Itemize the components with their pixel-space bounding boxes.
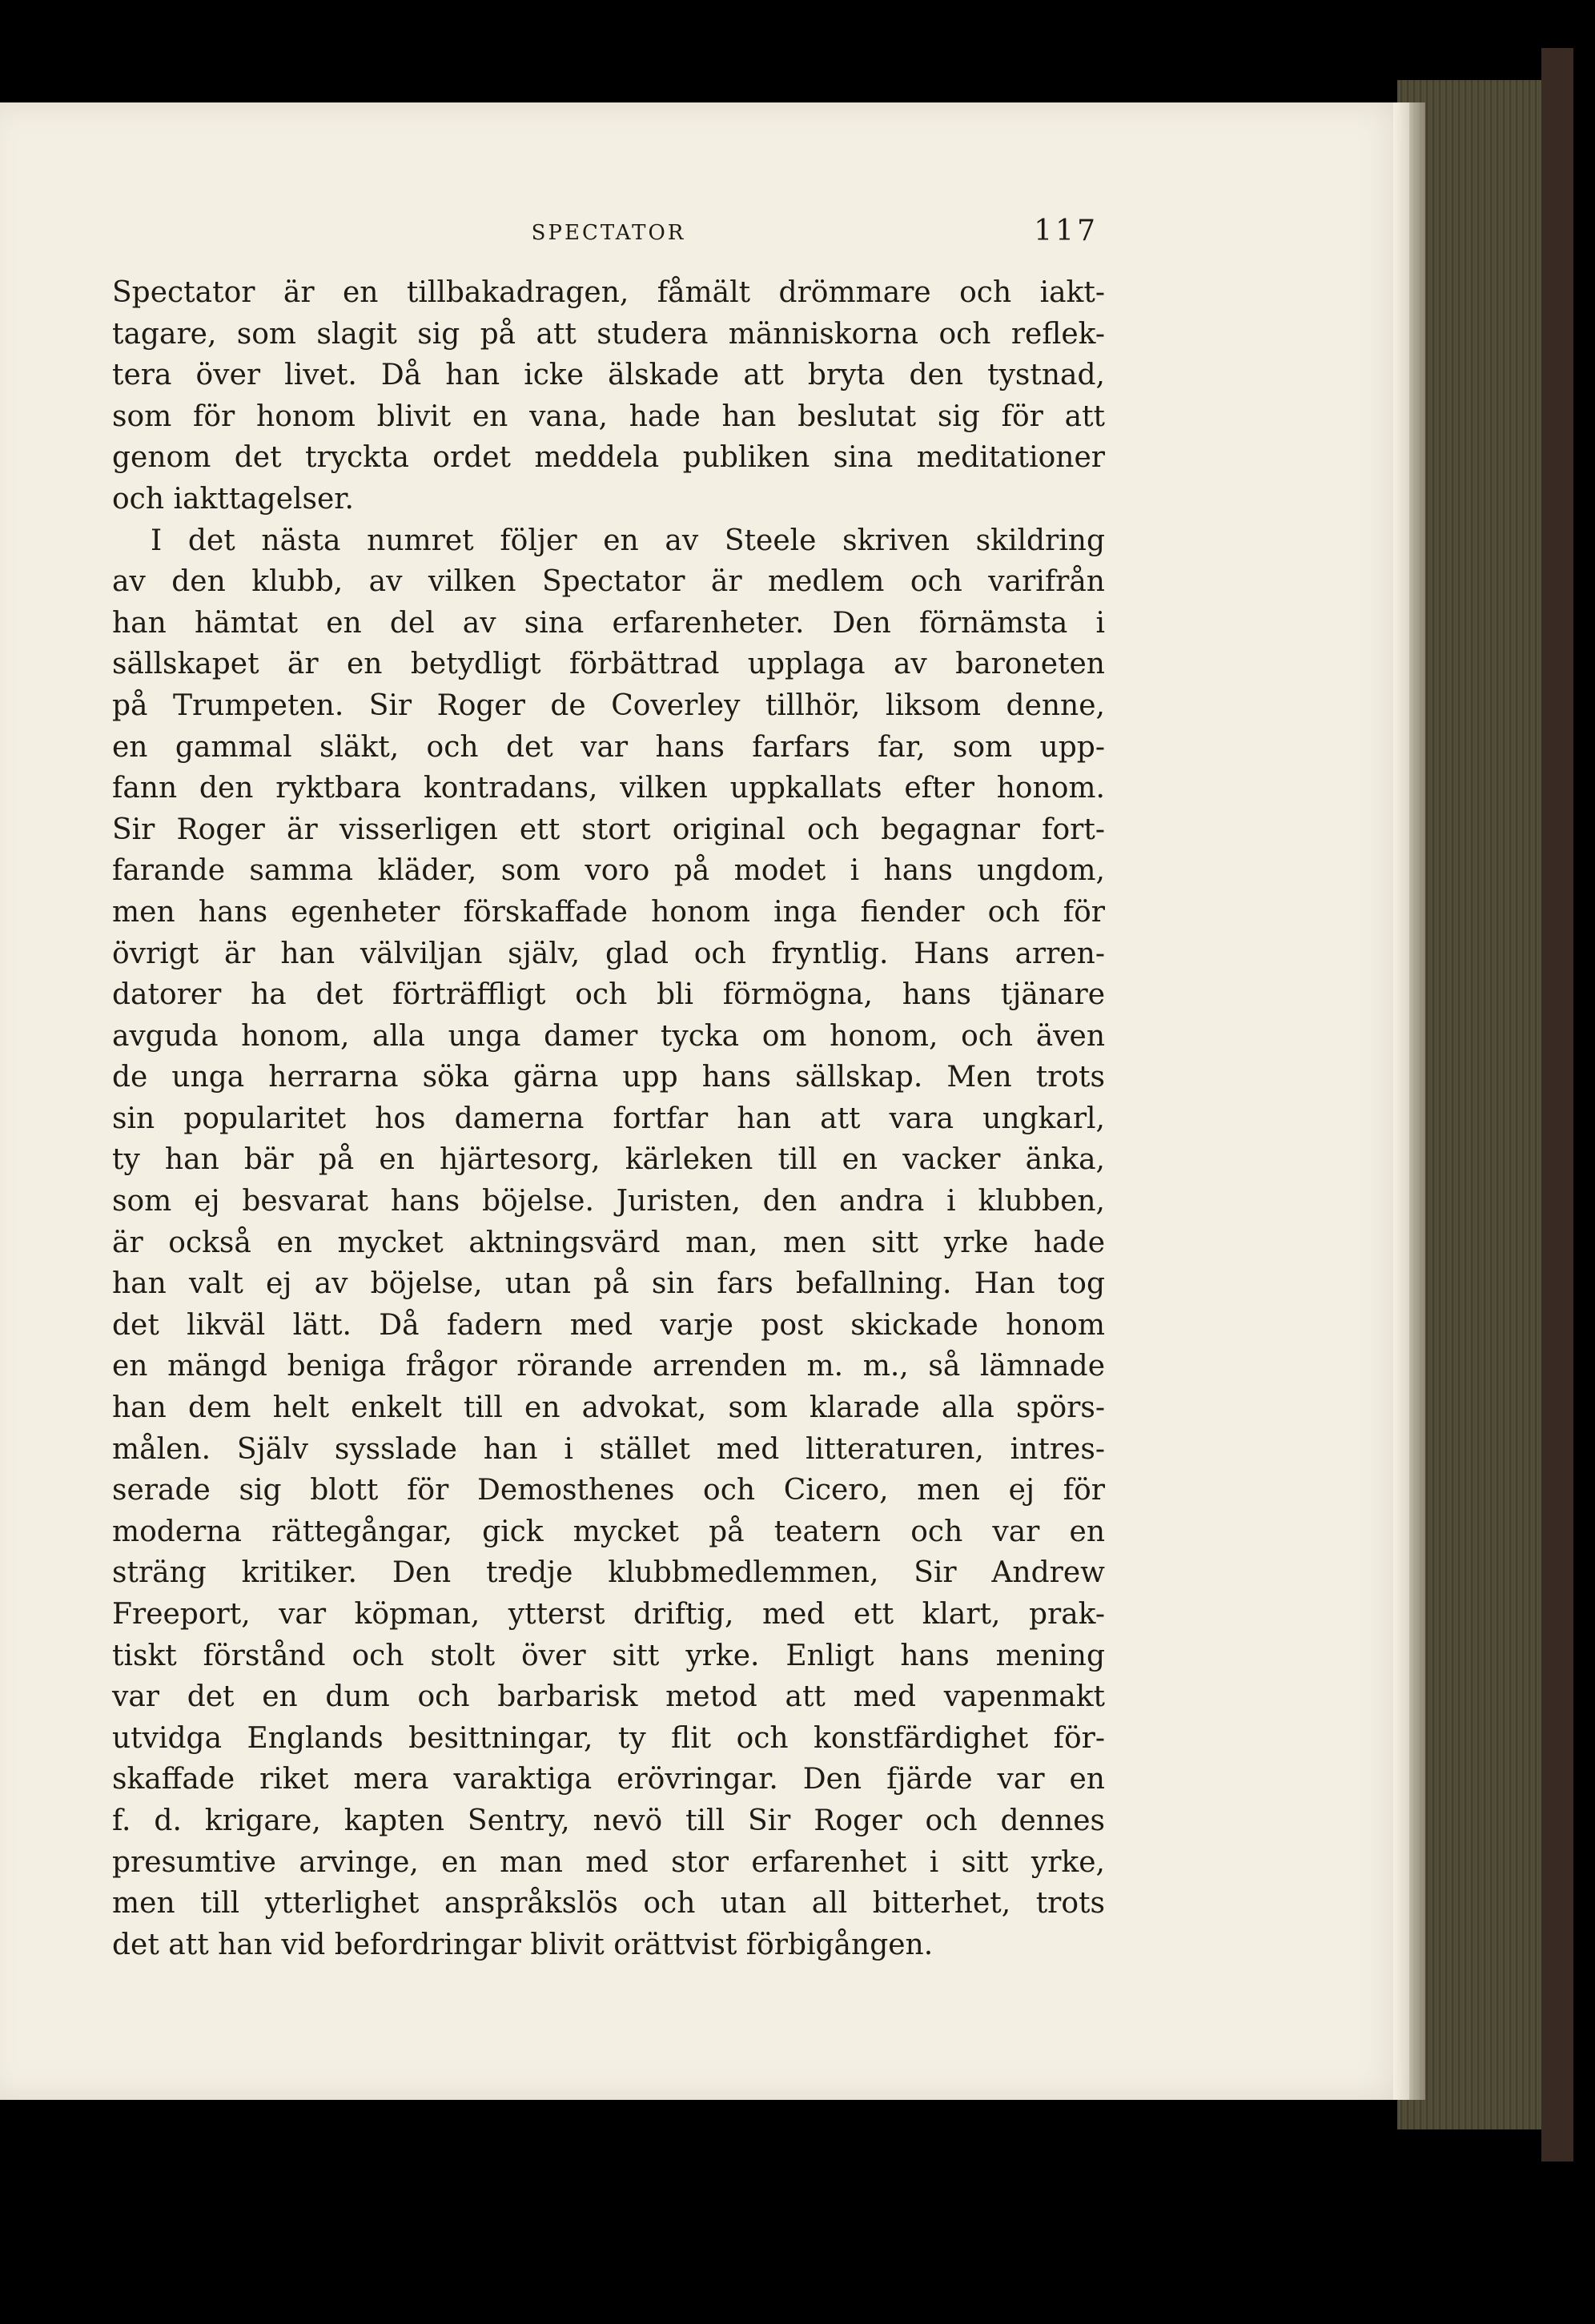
text-line: på Trumpeten. Sir Roger de Coverley tillhör, liksom denne,	[112, 688, 1105, 722]
text-line: Spectator är en tillbakadragen, fåmält drömmare och iakt-	[112, 276, 1105, 309]
text-line: datorer ha det förträffligt och bli förmögna, hans tjänare	[112, 978, 1105, 1012]
text-line: utvidga Englands besittningar, ty flit och konstfärdighet för-	[112, 1721, 1105, 1755]
text-line: I det nästa numret följer en av Steele skriven skildring	[151, 524, 1105, 557]
text-line: men till ytterlighet anspråkslös och utan all bitterhet, trots	[112, 1887, 1105, 1921]
text-line: han dem helt enkelt till en advokat, som klarade alla spörs-	[112, 1391, 1105, 1425]
book-cover	[1541, 48, 1573, 2161]
text-line: det att han vid befordringar blivit orättvist förbigången.	[112, 1928, 934, 1961]
text-line: en mängd beniga frågor rörande arrenden m. m., så lämnade	[112, 1350, 1105, 1383]
text-line: Sir Roger är visserligen ett stort original och begagnar fort-	[112, 813, 1105, 846]
text-line: avguda honom, alla unga damer tycka om honom, och även	[112, 1019, 1105, 1053]
text-line: han hämtat en del av sina erfarenheter. Den förnämsta i	[112, 606, 1105, 640]
text-line: sällskapet är en betydligt förbättrad upplaga av baroneten	[112, 648, 1105, 681]
text-line: som för honom blivit en vana, hade han beslutat sig för att	[112, 399, 1105, 433]
text-line: som ej besvarat hans böjelse. Juristen, den andra i klubben,	[112, 1185, 1105, 1218]
running-title: SPECTATOR	[531, 221, 686, 245]
text-line: genom det tryckta ordet meddela publiken sina meditationer	[112, 441, 1105, 475]
page-gutter-shadow	[1393, 102, 1425, 2100]
text-line: tiskt förstånd och stolt över sitt yrke. Enligt hans mening	[112, 1639, 1105, 1672]
text-line: Freeport, var köpman, ytterst driftig, med ett klart, prak-	[112, 1598, 1105, 1631]
text-line: tagare, som slagit sig på att studera människorna och reflek-	[112, 317, 1105, 351]
page-number: 117	[1034, 215, 1099, 247]
body-text	[112, 272, 1105, 1965]
text-line: men hans egenheter förskaffade honom inga fiender och för	[112, 895, 1105, 929]
text-line: de unga herrarna söka gärna upp hans sällskap. Men trots	[112, 1061, 1105, 1094]
text-line: det likväl lätt. Då fadern med varje post skickade honom	[112, 1308, 1105, 1342]
text-line: av den klubb, av vilken Spectator är medlem och varifrån	[112, 565, 1105, 599]
text-line: övrigt är han välviljan själv, glad och fryntlig. Hans arren-	[112, 937, 1105, 970]
text-line: f. d. krigare, kapten Sentry, nevö till Sir Roger och dennes	[112, 1804, 1105, 1837]
text-line: skaffade riket mera varaktiga erövringar. Den fjärde var en	[112, 1763, 1105, 1796]
text-line: fann den ryktbara kontradans, vilken uppkallats efter honom.	[112, 772, 1105, 805]
text-line: presumtive arvinge, en man med stor erfarenhet i sitt yrke,	[112, 1845, 1105, 1879]
text-line: sträng kritiker. Den tredje klubbmedlemmen, Sir Andrew	[112, 1556, 1105, 1590]
text-line: är också en mycket aktningsvärd man, men sitt yrke hade	[112, 1226, 1105, 1259]
text-line: tera över livet. Då han icke älskade att bryta den tystnad,	[112, 359, 1105, 392]
text-line: farande samma kläder, som voro på modet i hans ungdom,	[112, 854, 1105, 888]
text-line: och iakttagelser.	[112, 482, 354, 516]
text-line: sin popularitet hos damerna fortfar han att vara ungkarl,	[112, 1102, 1105, 1135]
text-line: han valt ej av böjelse, utan på sin fars befallning. Han tog	[112, 1267, 1105, 1301]
text-line: målen. Själv sysslade han i stället med litteraturen, intres-	[112, 1432, 1105, 1466]
text-line: var det en dum och barbarisk metod att med vapenmakt	[112, 1680, 1105, 1714]
text-line: en gammal släkt, och det var hans farfars far, som upp-	[112, 730, 1105, 764]
page-header	[112, 215, 1105, 255]
text-line: serade sig blott för Demosthenes och Cicero, men ej för	[112, 1474, 1105, 1507]
text-line: ty han bär på en hjärtesorg, kärleken till en vacker änka,	[112, 1143, 1105, 1177]
text-line: moderna rättegångar, gick mycket på teatern och var en	[112, 1515, 1105, 1548]
